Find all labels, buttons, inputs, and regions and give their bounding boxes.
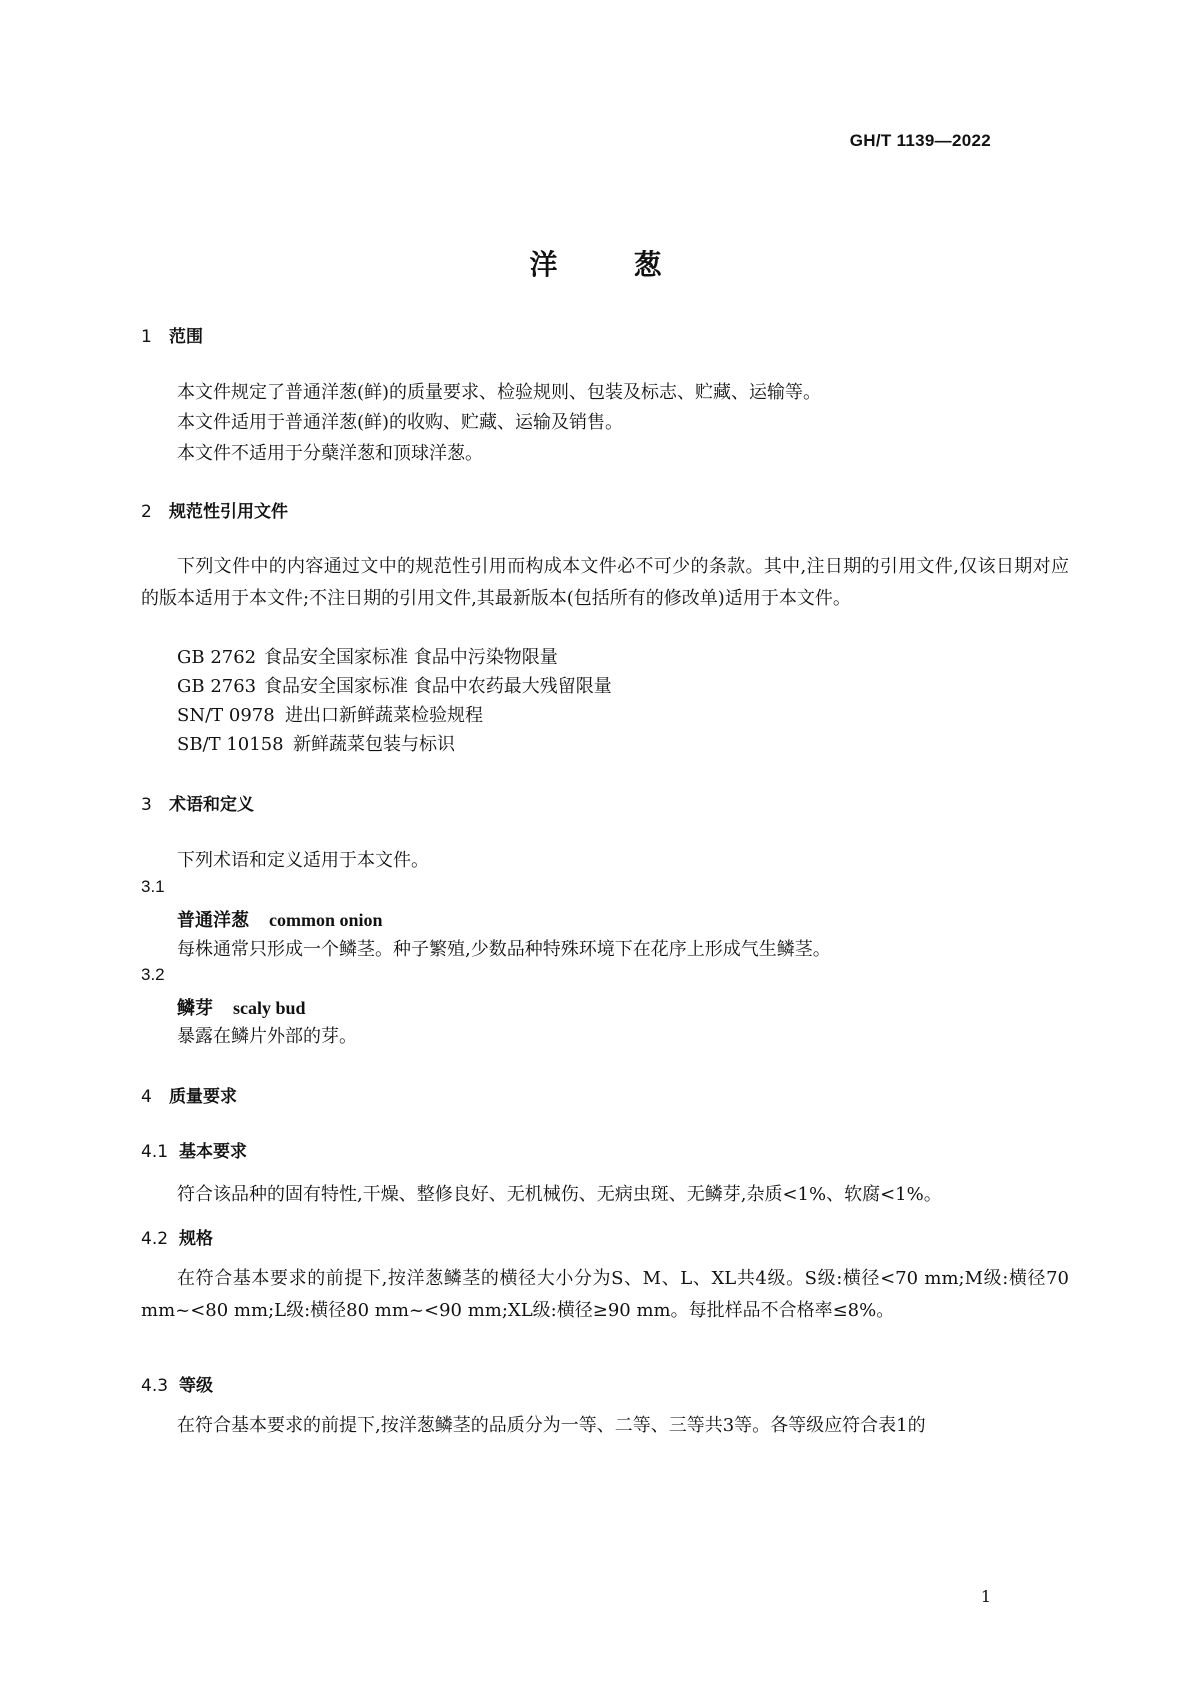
document-title (0, 243, 1191, 283)
reference-name: 进出口新鲜蔬菜检验规程 (285, 705, 483, 726)
term-zh: 普通洋葱 (177, 910, 249, 931)
reference-name: 食品安全国家标准 食品中污染物限量 (264, 647, 558, 668)
section-number: 3 (141, 795, 152, 815)
term-number: 3.1 (141, 877, 165, 896)
subsection-title: 等级 (179, 1376, 213, 1396)
standard-number: GH/T 1139—2022 (849, 131, 991, 150)
section-title: 规范性引用文件 (169, 502, 288, 522)
reference-name: 食品安全国家标准 食品中农药最大残留限量 (264, 676, 612, 697)
normative-reference (177, 701, 483, 727)
reference-name: 新鲜蔬菜包装与标识 (293, 734, 455, 755)
reference-code: GB 2762 (177, 647, 257, 668)
paragraph: 符合该品种的固有特性,干燥、整修良好、无机械伤、无病虫斑、无鳞芽,杂质<1%、软腐<1%。 (177, 1184, 942, 1205)
page-number: 1 (980, 1587, 991, 1606)
paragraph: 在符合基本要求的前提下,按洋葱鳞茎的横径大小分为S、M、L、XL共4级。S级:横径<70 mm;M级:横径70 mm~<80 mm;L级:横径80 mm~<90 mm;XL级:横径≥90 mm。每批样品不合格率≤8%。 (141, 1268, 1069, 1321)
section-3-heading (141, 790, 254, 815)
normative-reference (177, 730, 455, 756)
subsection-number: 4.1 (141, 1142, 169, 1162)
subsection-4-1-heading (141, 1137, 247, 1162)
subsection-4-2-heading (141, 1224, 213, 1249)
section-2-heading (141, 497, 288, 522)
subsection-title: 基本要求 (179, 1142, 247, 1162)
term-en: common onion (269, 910, 383, 930)
reference-code: GB 2763 (177, 676, 257, 697)
normative-reference (177, 643, 558, 669)
subsection-title: 规格 (179, 1229, 213, 1249)
reference-code: SB/T 10158 (177, 734, 284, 755)
title-char-1: 洋 (529, 248, 558, 281)
paragraph: 下列文件中的内容通过文中的规范性引用而构成本文件必不可少的条款。其中,注日期的引用文件,仅该日期对应的版本适用于本文件;不注日期的引用文件,其最新版本(包括所有的修改单)适用于本文件。 (141, 556, 1069, 609)
term-heading (177, 994, 306, 1020)
section-number: 1 (141, 327, 152, 347)
paragraph: 本文件规定了普通洋葱(鲜)的质量要求、检验规则、包装及标志、贮藏、运输等。 (177, 382, 822, 403)
title-char-2: 葱 (633, 248, 662, 281)
paragraph: 在符合基本要求的前提下,按洋葱鳞茎的品质分为一等、二等、三等共3等。各等级应符合表1的 (177, 1415, 926, 1436)
term-en: scaly bud (233, 998, 306, 1018)
section-number: 2 (141, 502, 152, 522)
term-heading (177, 906, 383, 932)
section-4-heading (141, 1082, 237, 1107)
subsection-4-3-heading (141, 1371, 213, 1396)
paragraph: 本文件适用于普通洋葱(鲜)的收购、贮藏、运输及销售。 (177, 412, 624, 433)
section-title: 范围 (169, 327, 203, 347)
paragraph: 下列术语和定义适用于本文件。 (177, 850, 429, 871)
section-number: 4 (141, 1087, 152, 1107)
paragraph: 本文件不适用于分蘖洋葱和顶球洋葱。 (177, 443, 483, 464)
reference-code: SN/T 0978 (177, 705, 275, 726)
subsection-number: 4.3 (141, 1376, 169, 1396)
subsection-number: 4.2 (141, 1229, 169, 1249)
term-definition: 每株通常只形成一个鳞茎。种子繁殖,少数品种特殊环境下在花序上形成气生鳞茎。 (177, 939, 831, 960)
term-definition: 暴露在鳞片外部的芽。 (177, 1026, 357, 1047)
section-title: 术语和定义 (169, 795, 254, 815)
normative-reference (177, 672, 612, 698)
section-title: 质量要求 (169, 1087, 237, 1107)
term-number: 3.2 (141, 965, 165, 984)
section-1-heading (141, 322, 203, 347)
term-zh: 鳞芽 (177, 998, 213, 1019)
